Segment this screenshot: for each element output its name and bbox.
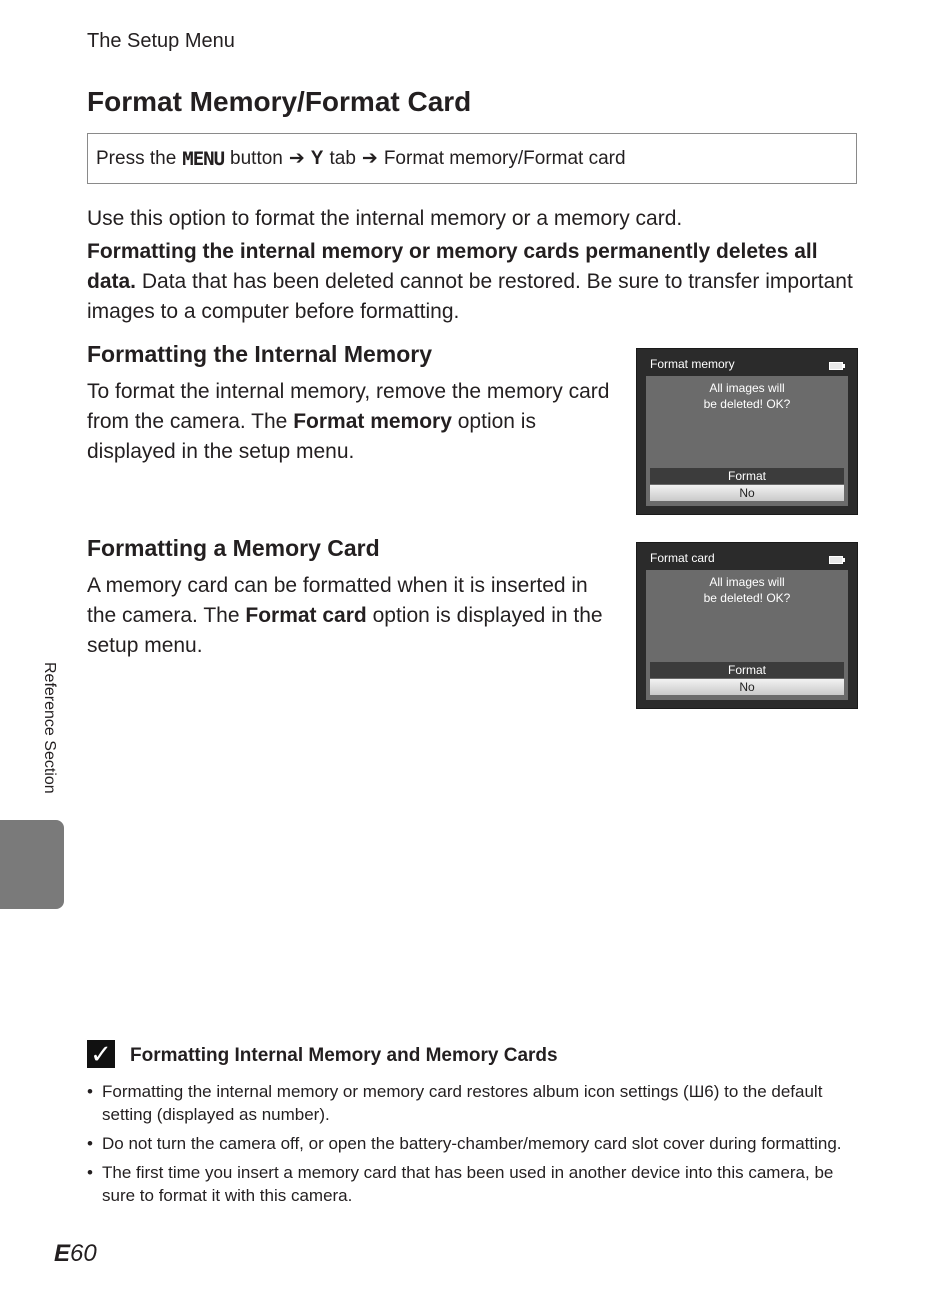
page-title: Format Memory/Format Card (87, 86, 472, 117)
screen-option-no: No (650, 485, 844, 501)
nav-destination: Format memory/Format card (383, 147, 626, 169)
battery-icon (829, 362, 843, 370)
arrow-right-icon: ➔ (361, 148, 378, 169)
list-item: • Formatting the internal memory or memory card restores album icon settings (Ш6) to the default setting (displayed as number). (87, 1080, 862, 1126)
screen-title: Format memory (650, 357, 735, 371)
intro-paragraph: Use this option to format the internal memory or a memory card. (87, 207, 683, 230)
section-text-memory-card (87, 571, 612, 661)
screen-message-line: All images will (709, 575, 785, 589)
screen-option-format: Format (650, 662, 844, 678)
warning-bold: Formatting the internal memory or memory cards permanently deletes all data. (87, 240, 818, 293)
page-number-value: 60 (70, 1240, 97, 1267)
section-heading-internal-memory: Formatting the Internal Memory (87, 341, 433, 367)
list-item: • The first time you insert a memory card that has been used in another device into this camera, be sure to format it with this camera. (87, 1161, 862, 1207)
text-segment: A memory card can be formatted when it is inserted in the camera. The (87, 574, 588, 627)
screen-dialog-panel (646, 570, 848, 700)
check-note-icon: ✓ (87, 1040, 115, 1068)
screen-option-no: No (650, 679, 844, 695)
nav-button-word: button (230, 147, 283, 169)
text-bold-term: Format card (245, 604, 367, 627)
screen-dialog-panel (646, 376, 848, 506)
text-bold-term: Format memory (293, 410, 452, 433)
side-section-tab (0, 820, 64, 909)
arrow-right-icon: ➔ (288, 148, 305, 169)
text-segment: option is displayed in the setup menu. (87, 410, 536, 463)
nav-press-the: Press the (96, 147, 177, 169)
text-segment: To format the internal memory, remove the memory card from the camera. The (87, 380, 610, 433)
text-segment: option is displayed in the setup menu. (87, 604, 603, 657)
screen-message-line: be deleted! OK? (703, 591, 791, 605)
setup-wrench-icon: Y (310, 147, 324, 169)
warning-rest: Data that has been deleted cannot be restored. Be sure to transfer important images to a computer before formatting. (87, 270, 853, 323)
list-item: • Do not turn the camera off, or open the battery-chamber/memory card slot cover during formatting. (87, 1132, 862, 1155)
note-list (87, 1080, 862, 1213)
camera-screen-format-memory (636, 348, 858, 515)
note-heading: Formatting Internal Memory and Memory Cards (130, 1045, 558, 1066)
nav-tab-word: tab (329, 147, 356, 169)
screen-title: Format card (650, 551, 715, 565)
navigation-path-box (87, 133, 857, 184)
page-number (54, 1240, 97, 1268)
screen-message-line: All images will (709, 381, 785, 395)
side-tab-label: Reference Section (41, 662, 58, 794)
camera-screen-format-card (636, 542, 858, 709)
screen-message-line: be deleted! OK? (703, 397, 791, 411)
screen-option-format: Format (650, 468, 844, 484)
reference-e-icon: E (54, 1240, 71, 1267)
section-text-internal-memory (87, 377, 612, 467)
section-heading-memory-card: Formatting a Memory Card (87, 535, 380, 561)
menu-button-glyph: MENU (182, 147, 225, 170)
running-head: The Setup Menu (87, 30, 235, 52)
battery-icon (829, 556, 843, 564)
warning-paragraph (87, 237, 862, 327)
